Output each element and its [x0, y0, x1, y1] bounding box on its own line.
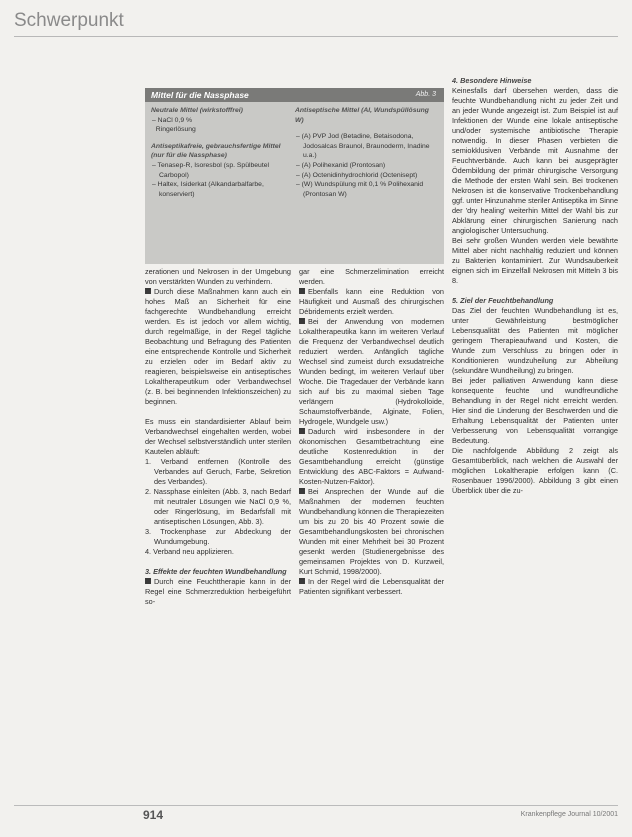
box-right-item: – (A) PVP Jod (Betadine, Betaisodona, Jodosalcas Braunol, Braunoderm, Inadine u.a.)	[296, 133, 430, 160]
box-left-item: – NaCl 0,9 %	[152, 116, 193, 124]
paragraph: Es muss ein standardisierter Ablauf beim Verbandwechsel eingehalten werden, wobei der Wechsel selbstverständlich unter sterilen Kautelen abläuft:	[145, 417, 291, 456]
journal-reference: Krankenpflege Journal 10/2001	[520, 811, 618, 818]
box-left-heading: Neutrale Mittel (wirkstofffrei)	[151, 107, 243, 114]
bullet-square-icon	[299, 288, 305, 294]
bullet-paragraph: Ebenfalls kann eine Reduktion von Häufigkeit und Ausmaß des chirurgischen Débridements erzielt werden.	[299, 287, 444, 316]
bullet-square-icon	[145, 288, 151, 294]
box-left-column	[151, 106, 287, 199]
bullet-square-icon	[299, 488, 305, 494]
bullet-square-icon	[299, 578, 305, 584]
box-right-item: – (A) Octenidinhydrochlorid (Octenisept)	[296, 171, 418, 179]
paragraph: zerationen und Nekrosen in der Umgebung von verstärkten Wunden zu verhindern.	[145, 267, 291, 286]
text-column-2	[299, 267, 444, 597]
footer-rule	[14, 805, 618, 806]
box-left-item: – Haltex, Isiderkat (Alkandarbalfarbe, konserviert)	[152, 181, 264, 198]
section-heading-5: 5. Ziel der Feuchtbehandlung	[452, 296, 554, 305]
bullet-square-icon	[299, 428, 305, 434]
bullet-paragraph: Bei Ansprechen der Wunde auf die Maßnahmen der modernen feuchten Wundbehandlung können die Therapiezeiten um bis zu 20 bis 40 Prozent sowie die Gesamtbehandlungskosten bei chronischen Wunden mit einer Mehrheit bei 30 Prozent gesenkt werden (Studienergebnisse des gemeinsamen Projektes von D. Kurzweil, Kurt Schmid, 1998/2000).	[299, 487, 444, 576]
paragraph: Bei sehr großen Wunden werden viele bewährte Mittel aber nicht nachhaltig reduziert und können zu Bakterien kontaminiert. Zur Wundsauberkeit eignen sich im Einzelfall Nekrosen mit Mitteln 3 bis 8.	[452, 236, 618, 285]
box-right-heading: Antiseptische Mittel (Al, Wundspüllösung W)	[295, 107, 429, 124]
box-right-item: – (A) Polihexanid (Prontosan)	[296, 161, 386, 169]
list-item: 2. Nassphase einleiten (Abb. 3, nach Bedarf mit neutraler Lösungen wie NaCl 0,9 %, oder Ringerlösung, im Bedarfsfall mit antiseptischen Lösungen, Abb. 3).	[145, 487, 291, 526]
bullet-paragraph: Dadurch wird insbesondere in der ökonomischen Gesamtbetrachtung eine deutliche Kostenreduktion in der Gesamtbehandlung erreicht (günstige Entwicklung des ABC-Faktors = Aufwand-Kosten-Nutzen-Faktor).	[299, 427, 444, 486]
box-left-item: – Tenasep-R, Isoresbol (sp. Spülbeutel Carbopol)	[152, 161, 270, 179]
info-box	[145, 88, 444, 264]
box-figure-ref: Abb. 3	[415, 91, 436, 98]
bullet-paragraph: Durch diese Maßnahmen kann auch ein hohes Maß an Sicherheit für eine fachgerechte Wundbehandlung erreicht werden. Es ist jedoch vor allem wichtig, durch regelmäßige, in der Regel tägliche Beobachtung und Befragung des Patienten eine entsprechende Kontrolle und Sicherheit zu erzielen oder im Bedarf aktiv zu reagieren, beispielsweise ein antiseptisches Lokaltherapeutikum oder Verbandwechsel (z. B. bei beginnenden Infektionszeichen) zu beginnen.	[145, 287, 291, 406]
list-item: 1. Verband entfernen (Kontrolle des Verbandes auf Geruch, Farbe, Sekretion des Verbandes).	[145, 457, 291, 486]
bullet-paragraph: Bei der Anwendung von modernen Lokaltherapeutika kann im weiteren Verlauf die Frequenz der Verbandwechsel deutlich reduziert werden. Anfänglich tägliche Wechsel sind zumeist durch exsudatreiche Wunden bedingt, im weiteren Verlauf über Woche. Die Tragedauer der Verbände kann sich auf bis zu maximal sieben Tage verlängern (Hydrokolloide, Schaumstoffverbände, Alginate, Folien, Hydrogele, Wundgele usw.)	[299, 317, 444, 426]
section-heading-4: 4. Besondere Hinweise	[452, 76, 532, 85]
bullet-square-icon	[145, 578, 151, 584]
box-left-heading-2: Antiseptikafreie, gebrauchsfertige Mittel (nur für die Nassphase)	[151, 142, 281, 160]
box-right-item: – (W) Wundspülung mit 0,1 % Polihexanid (Prontosan W)	[296, 181, 424, 198]
bullet-paragraph: Durch eine Feuchttherapie kann in der Regel eine Schmerzreduktion herbeigeführt so-	[145, 577, 291, 606]
paragraph: Keinesfalls darf übersehen werden, dass die feuchte Wundbehandlung nicht zu jeder Zeit und an jeder Wunde angezeigt ist. Zum Beispiel ist auf Infektionen der Wunde eine lokale antiseptische und/oder systemische antibiotische Therapie notwendig. In dieser Phasen verbieten die semiokklusiven Verbände mit Ausnahme der Feuchtverbände. Auch kann bei ausgeprägter Ödembildung der primär chirurgische Versorgung die Methode der ersten Wahl sein. Bei trockenen Nekrosen ist die konservative Trockenbehandlung ggf. unter Hinzunahme steriler Antiseptika im Sinne der 'dry healing' weiterhin Mittel der Wahl bis zur Abklärung einer chirurgischen Sanierung nach angiologischer Untersuchung.	[452, 86, 618, 235]
bullet-square-icon	[299, 318, 305, 324]
list-item: 4. Verband neu applizieren.	[145, 547, 234, 556]
paragraph: gar eine Schmerzelimination erreicht werden.	[299, 267, 444, 286]
page-number: 914	[143, 808, 164, 822]
box-right-column	[295, 106, 438, 199]
paragraph: Das Ziel der feuchten Wundbehandlung ist es, unter Gewährleistung bestmöglicher Lebensqualität des Patienten mit möglicher geringem Therapieaufwand und Kosten, die Wunde zum Verschluss zu bringen oder in Konditionieren wundzuheilung zur Abheilung (sekundäre Wundheilung) zu bringen.	[452, 306, 618, 375]
text-column-3	[452, 76, 618, 496]
text-column-1	[145, 267, 291, 607]
list-item: 3. Trockenphase zur Abdeckung der Wundumgebung.	[145, 527, 291, 546]
paragraph: Bei jeder palliativen Anwendung kann diese konsequente feuchte und wundfreundliche Behandlung in der Regel nicht erreicht werden. Hier sind die Linderung der Beschwerden und die Erhaltung Lebensqualität der Patienten unter Verbesserung von Lebensqualität vorrangige Bedeutung.	[452, 376, 618, 445]
box-title: Mittel für die Nassphase	[145, 88, 444, 102]
bullet-paragraph: In der Regel wird die Lebensqualität der Patienten signifikant verbessert.	[299, 577, 444, 596]
header-rule	[14, 36, 618, 37]
section-header: Schwerpunkt	[14, 10, 124, 31]
box-left-item: Ringerlösung	[155, 126, 196, 134]
section-heading-3: 3. Effekte der feuchten Wundbehandlung	[145, 567, 287, 576]
paragraph: Die nachfolgende Abbildung 2 zeigt als Gesamtüberblick, nach welchen die Auswahl der möglichen Lokaltherapie erfolgen kann (C. Rosenbauer 1996/2000). Abbildung 3 gibt einen Überblick über die zu-	[452, 446, 618, 495]
